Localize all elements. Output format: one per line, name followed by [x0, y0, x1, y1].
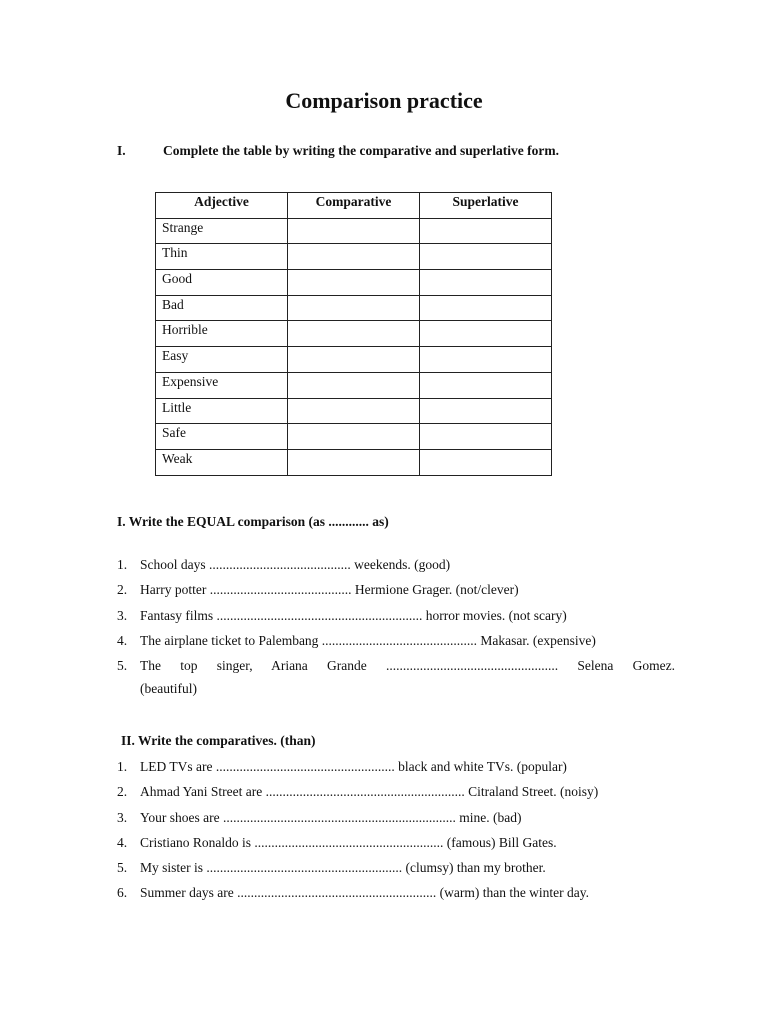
superlative-answer-cell[interactable]: [420, 449, 552, 475]
table-row: [156, 218, 552, 244]
item-number: 4.: [117, 834, 128, 850]
list-item: [117, 859, 675, 884]
item-text: LED TVs are ..................................................... black and white TVs. (popular): [140, 759, 567, 774]
table-row: [156, 295, 552, 321]
table-body: [156, 218, 552, 475]
adjective-cell: Weak: [156, 449, 288, 475]
comparative-answer-cell[interactable]: [288, 295, 420, 321]
adjective-cell: Little: [156, 398, 288, 424]
item-text: Cristiano Ronaldo is ........................................................ (famous) Bill Gates.: [140, 834, 557, 850]
adjective-cell: Horrible: [156, 321, 288, 347]
list-item: [117, 783, 675, 808]
item-5-continuation: (beautiful): [140, 681, 197, 696]
list-item: [117, 834, 675, 859]
table-row: [156, 398, 552, 424]
comparative-answer-cell[interactable]: [288, 372, 420, 398]
list-item: [117, 884, 675, 909]
adjective-cell: Good: [156, 270, 288, 296]
table-header-row: [156, 193, 552, 219]
list-item: [117, 607, 675, 632]
comparative-answer-cell[interactable]: [288, 270, 420, 296]
list-item: [117, 632, 675, 657]
comparative-answer-cell[interactable]: [288, 398, 420, 424]
item-text: The top singer, Ariana Grande ................................................... Selena Gomez.: [140, 658, 675, 674]
section-1-instruction: Complete the table by writing the comparative and superlative form.: [163, 143, 559, 158]
adjective-cell: Thin: [156, 244, 288, 270]
item-number: 6.: [117, 885, 128, 901]
adjective-cell: Bad: [156, 295, 288, 321]
header-adjective: Adjective: [156, 193, 288, 219]
list-item: [117, 809, 675, 834]
item-number: 3.: [117, 809, 128, 825]
adjective-cell: Safe: [156, 424, 288, 450]
table-row: [156, 270, 552, 296]
item-number: 2.: [117, 582, 128, 598]
item-number: 1.: [117, 557, 128, 572]
item-text: Fantasy films ............................................................. horror movies. (not scary): [140, 607, 567, 623]
item-number: 2.: [117, 784, 128, 800]
item-text: School days .......................................... weekends. (good): [140, 557, 451, 572]
table-row: [156, 372, 552, 398]
header-comparative: Comparative: [288, 193, 420, 219]
item-text: The airplane ticket to Palembang .............................................. Makasar. (expensive): [140, 632, 596, 648]
adjective-cell: Expensive: [156, 372, 288, 398]
comparative-answer-cell[interactable]: [288, 347, 420, 373]
item-number: 4.: [117, 632, 128, 648]
superlative-answer-cell[interactable]: [420, 270, 552, 296]
comparative-answer-cell[interactable]: [288, 449, 420, 475]
comparative-answer-cell[interactable]: [288, 244, 420, 270]
comparatives-list: [117, 758, 675, 910]
section-3-heading: II. Write the comparatives. (than): [121, 733, 316, 748]
table-row: [156, 347, 552, 373]
item-number: 3.: [117, 607, 128, 623]
item-number: 5.: [117, 860, 128, 876]
page-title: Comparison practice: [285, 88, 483, 113]
adjective-cell: Strange: [156, 218, 288, 244]
item-number: 1.: [117, 759, 128, 774]
item-text: Ahmad Yani Street are ........................................................... Citraland Street. (noisy): [140, 784, 599, 800]
superlative-answer-cell[interactable]: [420, 372, 552, 398]
list-item: [117, 657, 675, 682]
comparative-answer-cell[interactable]: [288, 321, 420, 347]
item-text: Your shoes are ..................................................................... mine. (bad): [140, 809, 522, 825]
header-superlative: Superlative: [420, 193, 552, 219]
superlative-answer-cell[interactable]: [420, 218, 552, 244]
superlative-answer-cell[interactable]: [420, 398, 552, 424]
section-1-number: I.: [117, 143, 126, 158]
superlative-answer-cell[interactable]: [420, 244, 552, 270]
superlative-answer-cell[interactable]: [420, 347, 552, 373]
superlative-answer-cell[interactable]: [420, 295, 552, 321]
comparative-answer-cell[interactable]: [288, 218, 420, 244]
list-item: [117, 758, 675, 783]
item-text: Summer days are ........................................................... (warm) than the winter day.: [140, 885, 590, 901]
item-text: My sister is .......................................................... (clumsy) than my brother.: [140, 860, 546, 876]
item-text: Harry potter .......................................... Hermione Grager. (not/clever): [140, 582, 519, 598]
list-item: [117, 556, 675, 581]
table-row: [156, 424, 552, 450]
adjective-cell: Easy: [156, 347, 288, 373]
superlative-answer-cell[interactable]: [420, 424, 552, 450]
list-item: [117, 581, 675, 606]
table-row: [156, 449, 552, 475]
section-2-heading: I. Write the EQUAL comparison (as ............ as): [117, 514, 389, 529]
table-row: [156, 321, 552, 347]
adjective-table: [155, 192, 552, 476]
item-number: 5.: [117, 658, 128, 674]
comparative-answer-cell[interactable]: [288, 424, 420, 450]
table-row: [156, 244, 552, 270]
superlative-answer-cell[interactable]: [420, 321, 552, 347]
equal-comparison-list: [117, 556, 675, 682]
